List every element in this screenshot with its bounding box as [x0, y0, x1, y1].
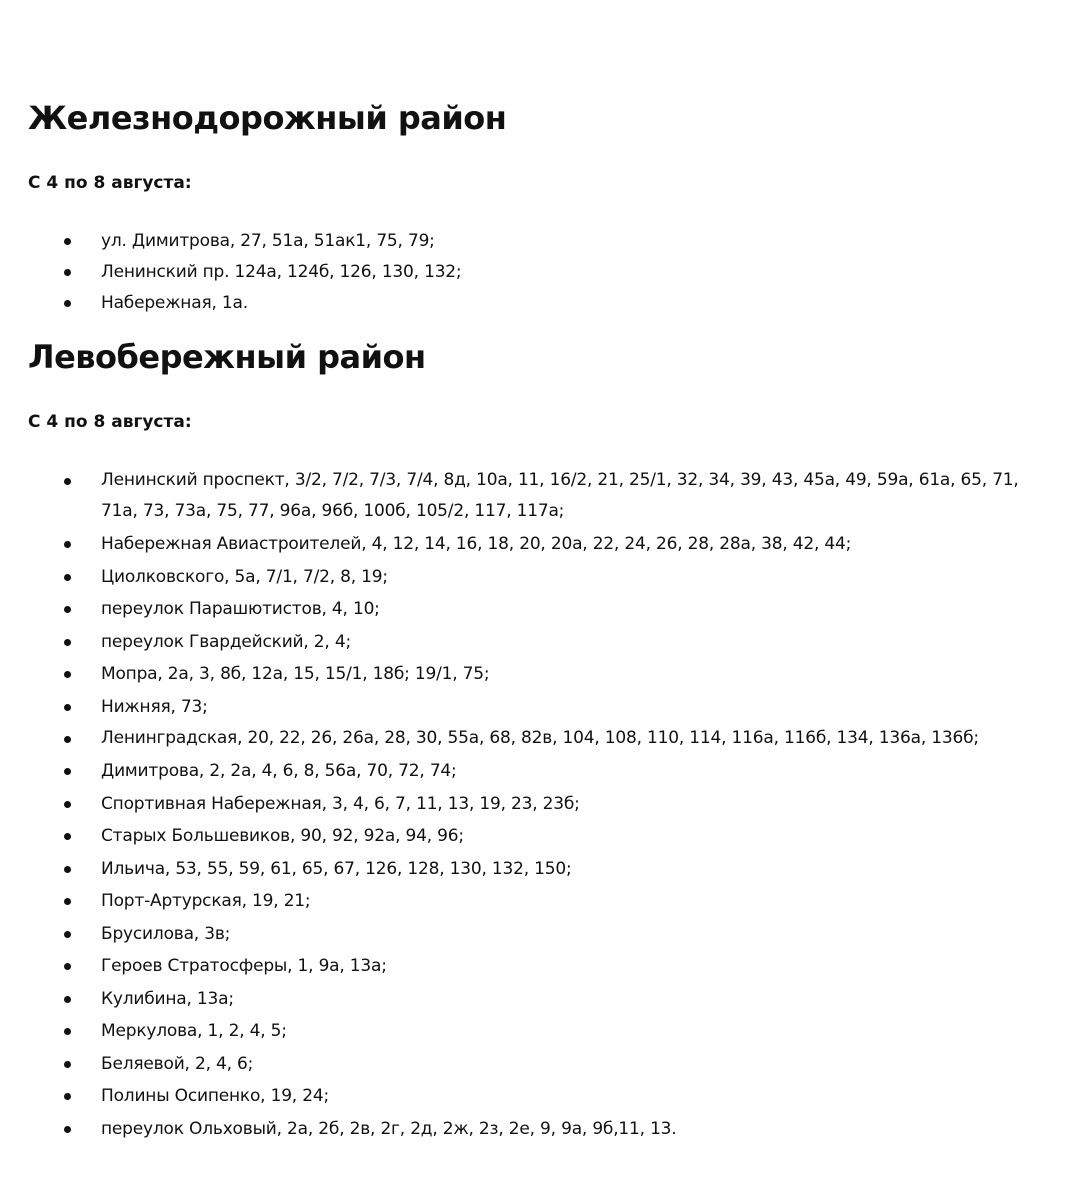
list-item: Спортивная Набережная, 3, 4, 6, 7, 11, 13, 19, 23, 23б; [28, 788, 1048, 821]
list-item: Беляевой, 2, 4, 6; [28, 1048, 1048, 1081]
bullet-icon [64, 898, 71, 905]
list-item: Порт-Артурская, 19, 21; [28, 885, 1048, 918]
list-item: переулок Гвардейский, 2, 4; [28, 626, 1048, 659]
bullet-icon [64, 1061, 71, 1068]
list-item: ул. Димитрова, 27, 51а, 51ак1, 75, 79; [28, 226, 1048, 257]
list-item: Ильича, 53, 55, 59, 61, 65, 67, 126, 128, 130, 132, 150; [28, 853, 1048, 886]
bullet-icon [64, 704, 71, 711]
section-title-levoberezhny: Левобережный район [28, 338, 426, 376]
address-list-zheleznodorozhny [28, 226, 1048, 319]
document-page [28, 0, 1048, 1145]
bullet-icon [64, 639, 71, 646]
bullet-icon [64, 768, 71, 775]
bullet-icon [64, 1028, 71, 1035]
list-item: Димитрова, 2, 2а, 4, 6, 8, 56а, 70, 72, 74; [28, 755, 1048, 788]
bullet-icon [64, 300, 71, 307]
list-item: Набережная Авиастроителей, 4, 12, 14, 16, 18, 20, 20а, 22, 24, 26, 28, 28а, 38, 42, 44; [28, 528, 1048, 561]
address-list-levoberezhny [28, 465, 1048, 1145]
list-item: Мопра, 2а, 3, 8б, 12а, 15, 15/1, 18б; 19/1, 75; [28, 658, 1048, 691]
list-item: Ленинский пр. 124а, 124б, 126, 130, 132; [28, 257, 1048, 288]
section-date-label: С 4 по 8 августа: [28, 412, 192, 432]
bullet-icon [64, 238, 71, 245]
bullet-icon [64, 963, 71, 970]
bullet-icon [64, 1093, 71, 1100]
list-item: Полины Осипенко, 19, 24; [28, 1080, 1048, 1113]
bullet-icon [64, 606, 71, 613]
bullet-icon [64, 833, 71, 840]
section-date-label: С 4 по 8 августа: [28, 173, 192, 193]
bullet-icon [64, 541, 71, 548]
list-item: переулок Парашютистов, 4, 10; [28, 593, 1048, 626]
list-item: Старых Большевиков, 90, 92, 92а, 94, 96; [28, 820, 1048, 853]
list-item: Героев Стратосферы, 1, 9а, 13а; [28, 950, 1048, 983]
list-item: Циолковского, 5а, 7/1, 7/2, 8, 19; [28, 561, 1048, 594]
list-item: Нижняя, 73; [28, 691, 1048, 724]
list-item: Ленинский проспект, 3/2, 7/2, 7/3, 7/4, 8д, 10а, 11, 16/2, 21, 25/1, 32, 34, 39, 43, 45а, 49, 59а, 61а, 65, 71, 71а, 73, 73а, 75, 77, 96а, 96б, 100б, 105/2, 117, 117а; [28, 465, 1048, 528]
bullet-icon [64, 801, 71, 808]
list-item: Меркулова, 1, 2, 4, 5; [28, 1015, 1048, 1048]
bullet-icon [64, 996, 71, 1003]
list-item: Ленинградская, 20, 22, 26, 26а, 28, 30, 55а, 68, 82в, 104, 108, 110, 114, 116а, 116б, 134, 136а, 136б; [28, 723, 1048, 755]
bullet-icon [64, 574, 71, 581]
bullet-icon [64, 931, 71, 938]
list-item: Кулибина, 13а; [28, 983, 1048, 1016]
list-item: переулок Ольховый, 2а, 2б, 2в, 2г, 2д, 2ж, 2з, 2е, 9, 9а, 9б,11, 13. [28, 1113, 1048, 1146]
bullet-icon [64, 478, 71, 485]
bullet-icon [64, 671, 71, 678]
list-item: Набережная, 1а. [28, 288, 1048, 319]
section-title-zheleznodorozhny: Железнодорожный район [28, 99, 507, 137]
bullet-icon [64, 269, 71, 276]
bullet-icon [64, 1126, 71, 1133]
bullet-icon [64, 736, 71, 743]
bullet-icon [64, 866, 71, 873]
list-item: Брусилова, 3в; [28, 918, 1048, 951]
